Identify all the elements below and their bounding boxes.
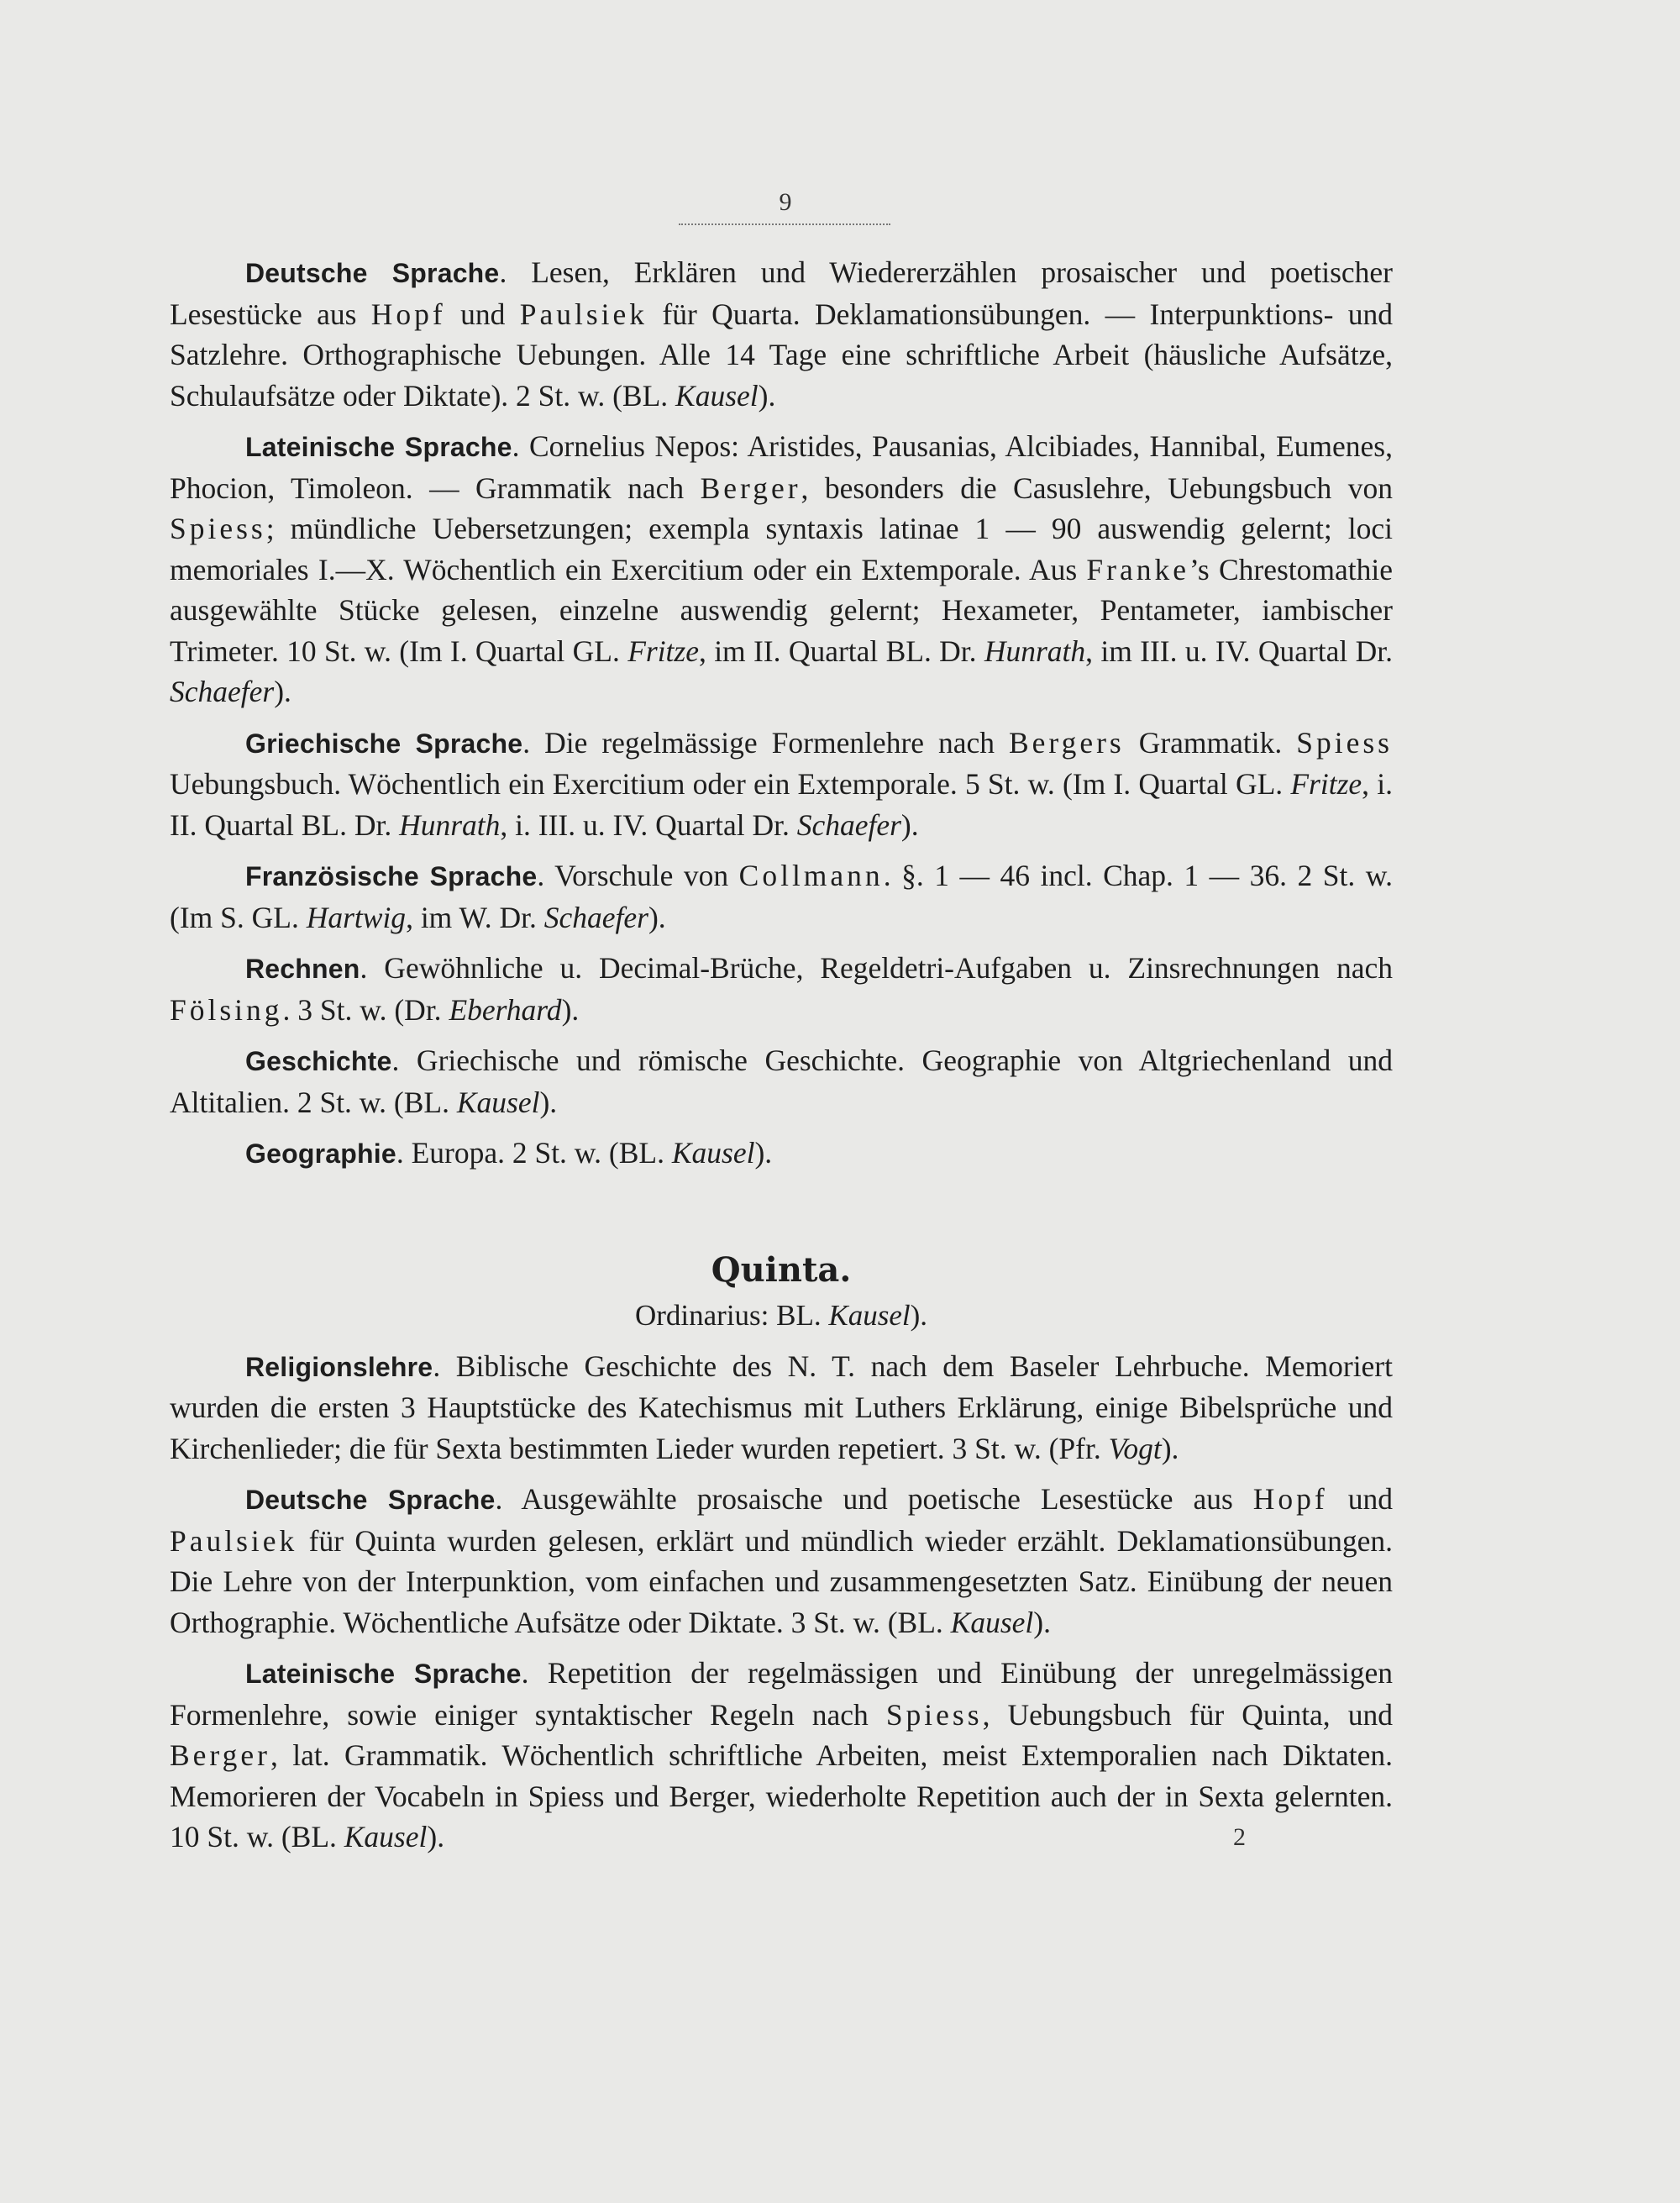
paragraph-text: , Uebungsbuch für Quinta, und [982,1697,1393,1732]
paragraph-text: Uebungsbuch. Wöchentlich ein Exercitium oder ein Extemporale. 5 St. w. (Im I. Quartal GL. [170,767,1291,801]
teacher-name: Kausel [344,1820,428,1853]
ordinarius-line [170,1296,1393,1336]
paragraph-geographie [170,1133,1393,1175]
subject-label: Französische Sprache [245,861,538,891]
author-name: Paulsiek [519,297,648,331]
teacher-name: Hunrath [399,807,501,842]
paragraph-text: für Quarta. Deklamationsübungen. — Interpunktions- und Satzlehre. Orthographische Uebungen. Alle 14 Tage eine schriftliche Arbeit (häusliche Aufsätze, Schulaufsätze oder Diktate). 2 St. w. (BL. [170,297,1394,413]
paragraph-text: . Lesen, Erklären und Wiedererzählen prosaischer und poetischer Lesestücke aus [170,255,1393,331]
subject-label: Rechnen [245,954,360,984]
subject-label: Griechische Sprache [245,728,523,759]
paragraph-text: , im III. u. IV. Quartal Dr. [1085,634,1393,668]
subject-label: Deutsche Sprache [245,1485,496,1515]
paragraph-lateinische-sprache [170,426,1393,712]
author-name: Spiess [885,1697,983,1732]
paragraph-text: ). [427,1820,445,1853]
paragraph-text: . Ausgewählte prosaische und poetische Lesestücke aus [495,1482,1253,1516]
author-name: Spiess [1296,725,1393,760]
paragraph-geschichte [170,1040,1393,1123]
teacher-name: Eberhard [449,992,562,1027]
paragraph-text: , im W. Dr. [406,900,544,934]
teacher-name: Schaefer [543,900,648,934]
paragraph-franzoesische-sprache [170,855,1393,938]
subject-label: Lateinische Sprache [245,432,512,462]
subject-label: Lateinische Sprache [245,1659,522,1689]
teacher-name: Kausel [675,378,759,413]
paragraph-text: . Vorschule von [537,859,739,892]
paragraph-text: , i. II. Quartal BL. Dr. [170,767,1393,842]
paragraph-text: ). [910,1298,928,1332]
teacher-name: Kausel [950,1605,1034,1639]
ordinarius-label: Ordinarius: BL. [634,1298,829,1332]
subject-label: Religionslehre [245,1351,433,1382]
author-name: Collmann [738,859,884,892]
sheet-signature: 2 [1233,1823,1246,1851]
paragraph-quinta-lateinische-sprache [170,1653,1393,1858]
author-name: Spiess [170,512,266,545]
teacher-name: Schaefer [170,675,275,708]
paragraph-text: , i. III. u. IV. Quartal Dr. [500,807,797,842]
paragraph-text: . Griechische und römische Geschichte. Geographie von Altgriechenland und Altitalien. 2 St. w. (BL. [170,1044,1393,1119]
teacher-name: Vogt [1108,1431,1162,1465]
paragraph-quinta-deutsche-sprache [170,1479,1393,1643]
paragraph-text: und [1327,1482,1393,1516]
page-body [170,252,1393,1858]
author-name: Hopf [370,297,446,331]
teacher-name: Hartwig [306,900,407,934]
author-name: Paulsiek [170,1523,298,1558]
paragraph-text: ). [754,1136,773,1170]
author-name: Hopf [1252,1482,1328,1516]
paragraph-deutsche-sprache [170,252,1393,416]
paragraph-text: . §. 1 — 46 incl. Chap. 1 — 36. 2 St. w. (Im S. GL. [170,859,1393,934]
paragraph-text: . Biblische Geschichte des N. T. nach dem Baseler Lehrbuche. Memoriert wurden die ersten 3 Hauptstücke des Katechismus mit Luthers Erklärung, einige Bibelsprüche und Kirchenlieder; die für Sexta bestimmten Lieder wurden repetiert. 3 St. w. (Pfr. [170,1349,1393,1465]
author-name: Bergers [1008,725,1125,760]
page-number: 9 [779,188,792,216]
paragraph-religionslehre [170,1346,1393,1470]
paragraph-text: . Cornelius Nepos: Aristides, Pausanias, Alcibiades, Hannibal, Eumenes, Phocion, Timoleon. — Grammatik nach [170,429,1393,505]
paragraph-text: ). [900,807,919,842]
subject-label: Geographie [245,1138,396,1169]
subject-label: Deutsche Sprache [245,258,500,288]
paragraph-rechnen [170,948,1393,1030]
paragraph-text: ). [539,1085,558,1119]
paragraph-text: Grammatik. [1124,725,1297,760]
header-divider [679,223,890,225]
teacher-name: Schaefer [796,807,901,842]
teacher-name: Fritze [627,634,699,668]
paragraph-text: . Die regelmässige Formenlehre nach [522,725,1009,760]
paragraph-text: für Quinta wurden gelesen, erklärt und mündlich wieder erzählt. Deklamationsübungen. Die Lehre von der Interpunktion, vom einfachen und zusammengesetzten Satz. Einübung der neuen Orthographie. Wöchentliche Aufsätze oder Diktate. 3 St. w. (BL. [170,1523,1393,1639]
paragraph-text: , besonders die Casuslehre, Uebungsbuch von [801,471,1393,505]
paragraph-text: , lat. Grammatik. Wöchentlich schriftliche Arbeiten, meist Extemporalien nach Diktaten. Memorieren der Vocabeln in Spiess und Berger, wiederholte Repetition auch der in Sexta gelernten. 10 St. w. (BL. [170,1738,1393,1853]
paragraph-text: ). [1161,1431,1179,1465]
subject-label: Geschichte [245,1046,392,1076]
teacher-name: Fritze [1290,767,1362,801]
section-title: Quinta. [711,1249,852,1290]
paragraph-text: , im II. Quartal BL. Dr. [699,634,984,668]
paragraph-text: ). [274,675,291,708]
paragraph-text: ). [1033,1605,1051,1639]
paragraph-text: ’s Chrestomathie ausgewählte Stücke gelesen, einzelne auswendig gelernt; Hexameter, Pentameter, iambischer Trimeter. 10 St. w. (Im I. Quartal GL. [170,552,1393,668]
paragraph-text: ). [648,900,666,934]
paragraph-text: . Repetition der regelmässigen und Einübung der unregelmässigen Formenlehre, sowie einiger syntaktischer Regeln nach [170,1656,1393,1732]
quinta-section-heading [170,1249,1393,1336]
paragraph-text: . Europa. 2 St. w. (BL. [396,1136,672,1170]
teacher-name: Kausel [671,1136,755,1170]
paragraph-text: . 3 St. w. (Dr. [282,992,449,1027]
author-name: Fölsing [170,992,283,1027]
paragraph-text: und [445,297,520,331]
paragraph-text: ). [758,378,776,413]
author-name: Franke [1086,552,1190,586]
teacher-name: Kausel [456,1085,540,1119]
paragraph-griechische-sprache [170,723,1393,846]
author-name: Berger [170,1738,270,1772]
paragraph-text: ). [561,992,580,1027]
author-name: Berger [700,471,801,505]
paragraph-text: ; mündliche Uebersetzungen; exempla syntaxis latinae 1 — 90 auswendig gelernt; loci memoriales I.—X. Wöchentlich ein Exercitium oder ein Extemporale. Aus [170,512,1393,586]
paragraph-text: . Gewöhnliche u. Decimal-Brüche, Regeldetri-Aufgaben u. Zinsrechnungen nach [360,951,1393,985]
teacher-name: Kausel [828,1298,911,1332]
teacher-name: Hunrath [984,634,1086,668]
